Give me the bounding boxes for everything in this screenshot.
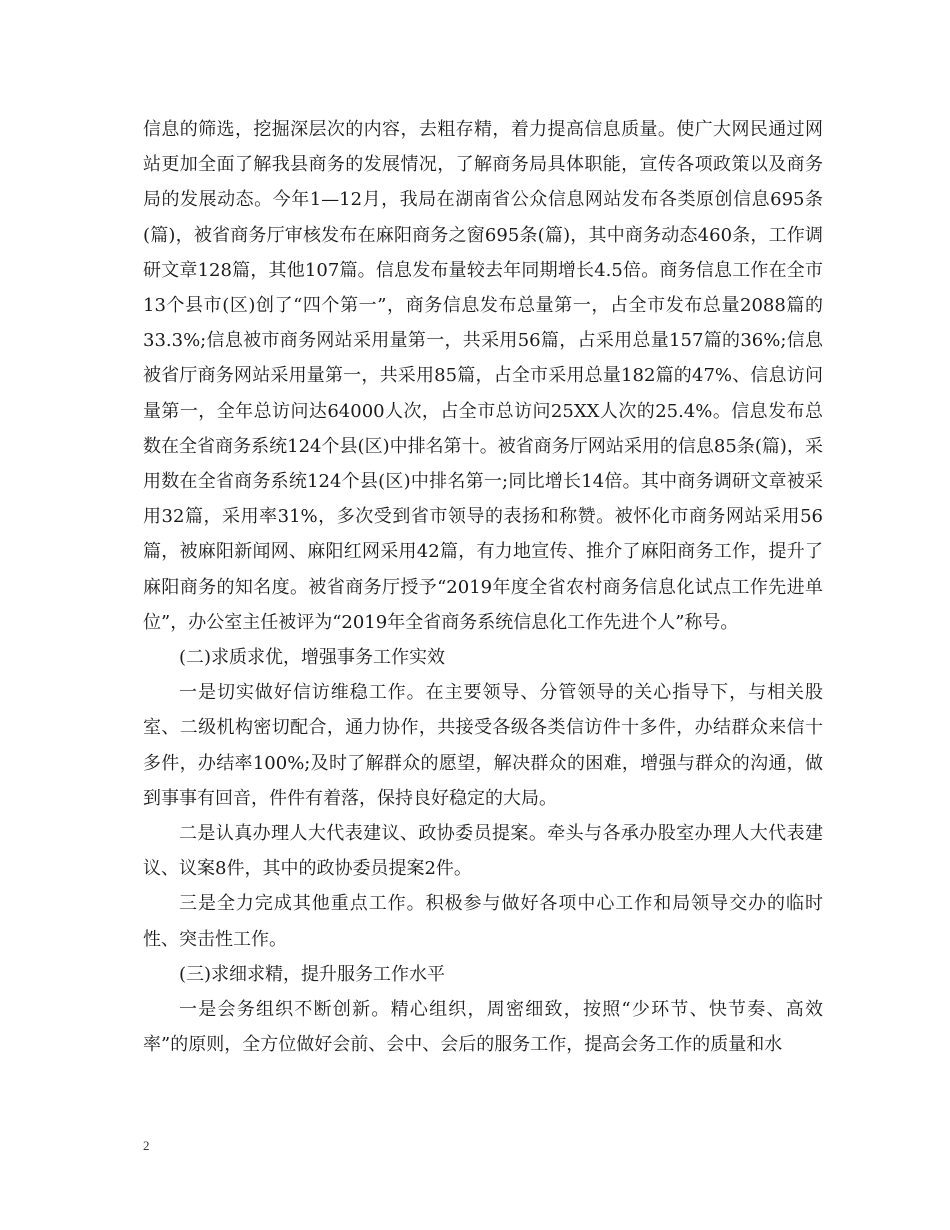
section-heading-3: (三)求细求精，提升服务工作水平 — [179, 963, 446, 985]
paragraph-key-tasks: 三是全力完成其他重点工作。积极参与做好各项中心工作和局领导交办的临时性、突击性工作。 — [143, 893, 823, 950]
page-number: 2 — [143, 1138, 150, 1153]
document-body — [143, 112, 823, 1062]
paragraph-continuation: 信息的筛选，挖掘深层次的内容，去粗存精，着力提高信息质量。使广大网民通过网站更加全面了解我县商务的发展情况，了解商务局具体职能，宣传各项政策以及商务局的发展动态。今年1—12月，我局在湖南省公众信息网站发布各类原创信息695条(篇)，被省商务厅审核发布在麻阳商务之窗695条(篇)，其中商务动态460条，工作调研文章128篇，其他107篇。信息发布量较去年同期增长4.5倍。商务信息工作在全市13个县市(区)创了“四个第一”，商务信息发布总量第一，占全市发布总量2088篇的33.3%;信息被市商务网站采用量第一，共采用56篇，占采用总量157篇的36%;信息被省厅商务网站采用量第一，共采用85篇，占全市采用总量182篇的47%、信息访问量第一，全年总访问达64000人次，占全市总访问25XX人次的25.4%。信息发布总数在全省商务系统124个县(区)中排名第十。被省商务厅网站采用的信息85条(篇)，采用数在全省商务系统124个县(区)中排名第一;同比增长14倍。其中商务调研文章被采用32篇，采用率31%，多次受到省市领导的表扬和称赞。被怀化市商务网站采用56篇，被麻阳新闻网、麻阳红网采用42篇，有力地宣传、推介了麻阳商务工作，提升了麻阳商务的知名度。被省商务厅授予“2019年度全省农村商务信息化试点工作先进单位”，办公室主任被评为“2019年全省商务系统信息化工作先进个人”称号。 — [143, 119, 823, 633]
paragraph-meeting-organization: 一是会务组织不断创新。精心组织，周密细致，按照“少环节、快节奏、高效率”的原则，全方位做好会前、会中、会后的服务工作，提高会务工作的质量和水 — [143, 999, 823, 1056]
section-heading-2: (二)求质求优，增强事务工作实效 — [179, 647, 446, 669]
paragraph-proposals: 二是认真办理人大代表建议、政协委员提案。牵头与各承办股室办理人大代表建议、议案8件，其中的政协委员提案2件。 — [143, 823, 823, 880]
paragraph-petition-work: 一是切实做好信访维稳工作。在主要领导、分管领导的关心指导下，与相关股室、二级机构密切配合，通力协作，共接受各级各类信访件十多件，办结群众来信十多件，办结率100%;及时了解群众的愿望，解决群众的困难，增强与群众的沟通，做到事事有回音，件件有着落，保持良好稳定的大局。 — [143, 682, 823, 809]
